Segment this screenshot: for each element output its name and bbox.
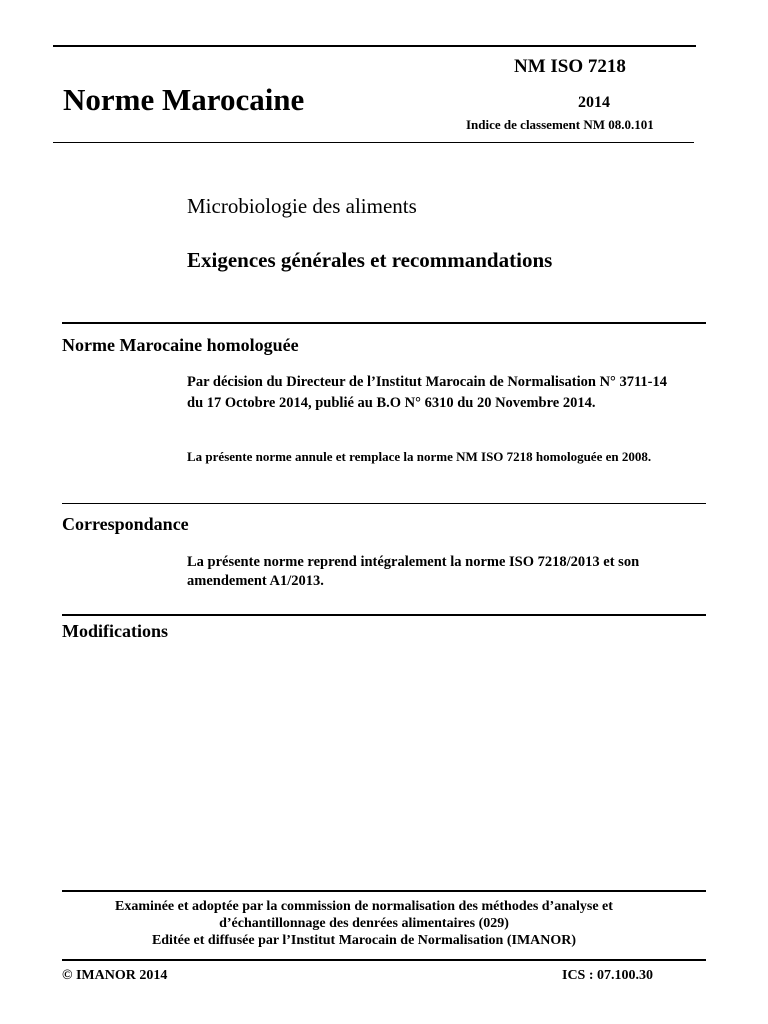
modifications-heading: Modifications	[62, 621, 168, 641]
correspondance-heading: Correspondance	[62, 514, 189, 534]
footer-publisher-line: Editée et diffusée par l’Institut Marocain de Normalisation (IMANOR)	[151, 933, 577, 948]
classification-index: Indice de classement NM 08.0.101	[466, 117, 654, 132]
section-rule-correspondance	[62, 503, 706, 504]
copyright: © IMANOR 2014	[62, 968, 168, 983]
homologation-replacement-text: La présente norme annule et remplace la norme NM ISO 7218 homologuée en 2008.	[187, 449, 652, 464]
footer-adoption-line2: d’échantillonnage des denrées alimentaires (029)	[219, 916, 509, 931]
footer-bottom-rule	[62, 959, 706, 961]
norm-number: NM ISO 7218	[514, 56, 626, 77]
section-rule-homologation	[62, 322, 706, 324]
subject-domain: Microbiologie des aliments	[187, 194, 417, 218]
header-top-rule	[53, 45, 696, 47]
section-rule-modifications	[62, 614, 706, 616]
homologation-decision-text: Par décision du Directeur de l’Institut Marocain de Normalisation N° 3711-14 du 17 Octobre 2014, publié au B.O N° 6310 du 20 Novembre 2014.	[187, 374, 667, 411]
ics-code: ICS : 07.100.30	[562, 968, 654, 983]
correspondance-text: La présente norme reprend intégralement la norme ISO 7218/2013 et son amendement A1/2013.	[187, 554, 640, 589]
norm-year: 2014	[578, 94, 610, 111]
document-title: Norme Marocaine	[63, 82, 305, 117]
homologation-heading: Norme Marocaine homologuée	[62, 335, 299, 355]
footer-adoption-line1: Examinée et adoptée par la commission de normalisation des méthodes d’analyse et	[115, 899, 613, 914]
header-bottom-rule	[53, 142, 694, 143]
subject-title: Exigences générales et recommandations	[187, 248, 553, 272]
footer-top-rule	[62, 890, 706, 892]
